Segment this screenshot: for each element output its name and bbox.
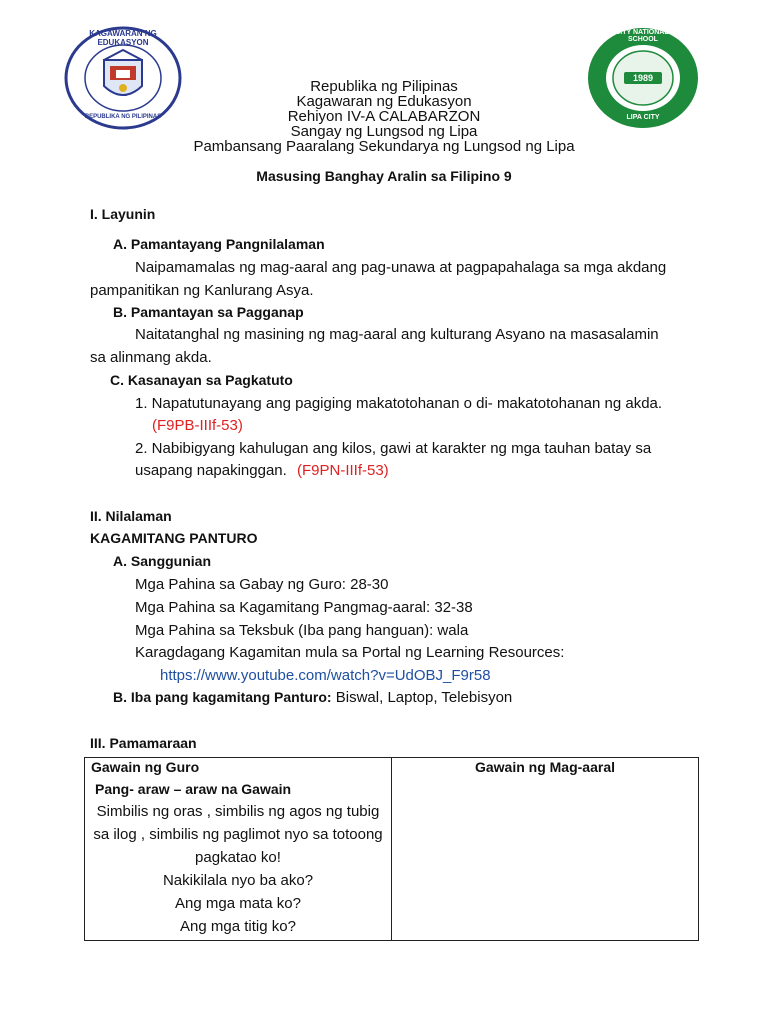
reference-item: Mga Pahina sa Teksbuk (Iba pang hanguan): wala (135, 622, 469, 639)
teacher-line: sa ilog , simbilis ng paglimot nyo sa totoong (93, 826, 383, 843)
teacher-line: Ang mga mata ko? (175, 895, 301, 912)
lnhs-seal-text: LIPA CITY NATIONAL HIGH SCHOOL (598, 29, 688, 43)
section-1a-text-2: pampanitikan ng Kanlurang Asya. (90, 282, 314, 299)
reference-item: Mga Pahina sa Gabay ng Guro: 28-30 (135, 576, 389, 593)
deped-seal-text: KAGAWARAN NG EDUKASYON (89, 29, 157, 47)
header-line-5: Pambansang Paaralang Sekundarya ng Lungsod ng Lipa (193, 138, 575, 155)
teacher-column-header: Gawain ng Guro (91, 759, 200, 775)
section-2-heading: II. Nilalaman (90, 508, 172, 524)
reference-item: Karagdagang Kagamitan mula sa Portal ng Learning Resources: (135, 644, 565, 661)
teacher-line: Simbilis ng oras , simbilis ng agos ng tubig (96, 803, 380, 820)
teacher-line: Ang mga titig ko? (180, 918, 296, 935)
section-1a-text-1: Naipamamalas ng mag-aaral ang pag-unawa at pagpapahalaga sa mga akdang (135, 259, 667, 276)
section-1b-text-1: Naitatanghal ng masining ng mag-aaral ang kulturang Asyano na masasalamin (135, 326, 659, 343)
section-1c-item-1: 1. Napatutunayang ang pagiging makatotohanan o di- makatotohanan ng akda. (135, 395, 663, 412)
teacher-line: pagkatao ko! (195, 849, 281, 866)
document-title: Masusing Banghay Aralin sa Filipino 9 (256, 168, 512, 184)
section-2b-line (113, 689, 512, 706)
student-activity-cell (392, 758, 699, 941)
section-1c-item-2-line-1: 2. Nabibigyang kahulugan ang kilos, gawi at karakter ng mga tauhan batay sa (135, 440, 652, 457)
teacher-line: Nakikilala nyo ba ako? (162, 872, 314, 889)
lnhs-seal-subtext: LIPA CITY (626, 114, 660, 121)
section-1-heading: I. Layunin (90, 206, 156, 222)
teacher-lines (85, 800, 391, 938)
header-line-2: Kagawaran ng Edukasyon (296, 93, 472, 110)
header-line-4: Sangay ng Lungsod ng Lipa (290, 123, 478, 140)
lnhs-seal-year: 1989 (632, 73, 654, 83)
section-1c-item-1-code: (F9PB-IIIf-53) (152, 417, 243, 434)
reference-item: Mga Pahina sa Kagamitang Pangmag-aaral: 32-38 (135, 599, 473, 616)
section-1c-heading: C. Kasanayan sa Pagkatuto (110, 372, 293, 388)
student-column-header: Gawain ng Mag-aaral (474, 759, 616, 775)
section-1c-item-2-text: usapang napakinggan. (135, 462, 287, 479)
section-2-subheading: KAGAMITANG PANTURO (90, 530, 258, 546)
youtube-link[interactable]: https://www.youtube.com/watch?v=UdOBJ_F9r58 (160, 667, 491, 684)
section-2a-heading: A. Sanggunian (113, 553, 211, 569)
deped-seal-subtext: REPUBLIKA NG PILIPINAS (84, 114, 162, 120)
header-line-1: Republika ng Pilipinas (310, 78, 458, 95)
section-1c-item-2-code: (F9PN-IIIf-53) (296, 462, 389, 479)
teacher-activity-cell (85, 758, 392, 941)
section-1c-item-2-line-2 (135, 462, 389, 479)
section-2b-heading: B. Iba pang kagamitang Panturo: (113, 689, 332, 705)
header-line-3: Rehiyon IV-A CALABARZON (287, 108, 481, 125)
lesson-procedure-table (84, 757, 699, 941)
activity-title: Pang- araw – araw na Gawain (95, 781, 292, 797)
section-1b-text-2: sa alinmang akda. (90, 349, 212, 366)
section-1b-heading: B. Pamantayan sa Pagganap (113, 304, 304, 320)
section-1a-heading: A. Pamantayang Pangnilalaman (113, 236, 325, 252)
section-3-heading: III. Pamamaraan (90, 735, 197, 751)
section-2b-text: Biswal, Laptop, Telebisyon (331, 689, 513, 706)
